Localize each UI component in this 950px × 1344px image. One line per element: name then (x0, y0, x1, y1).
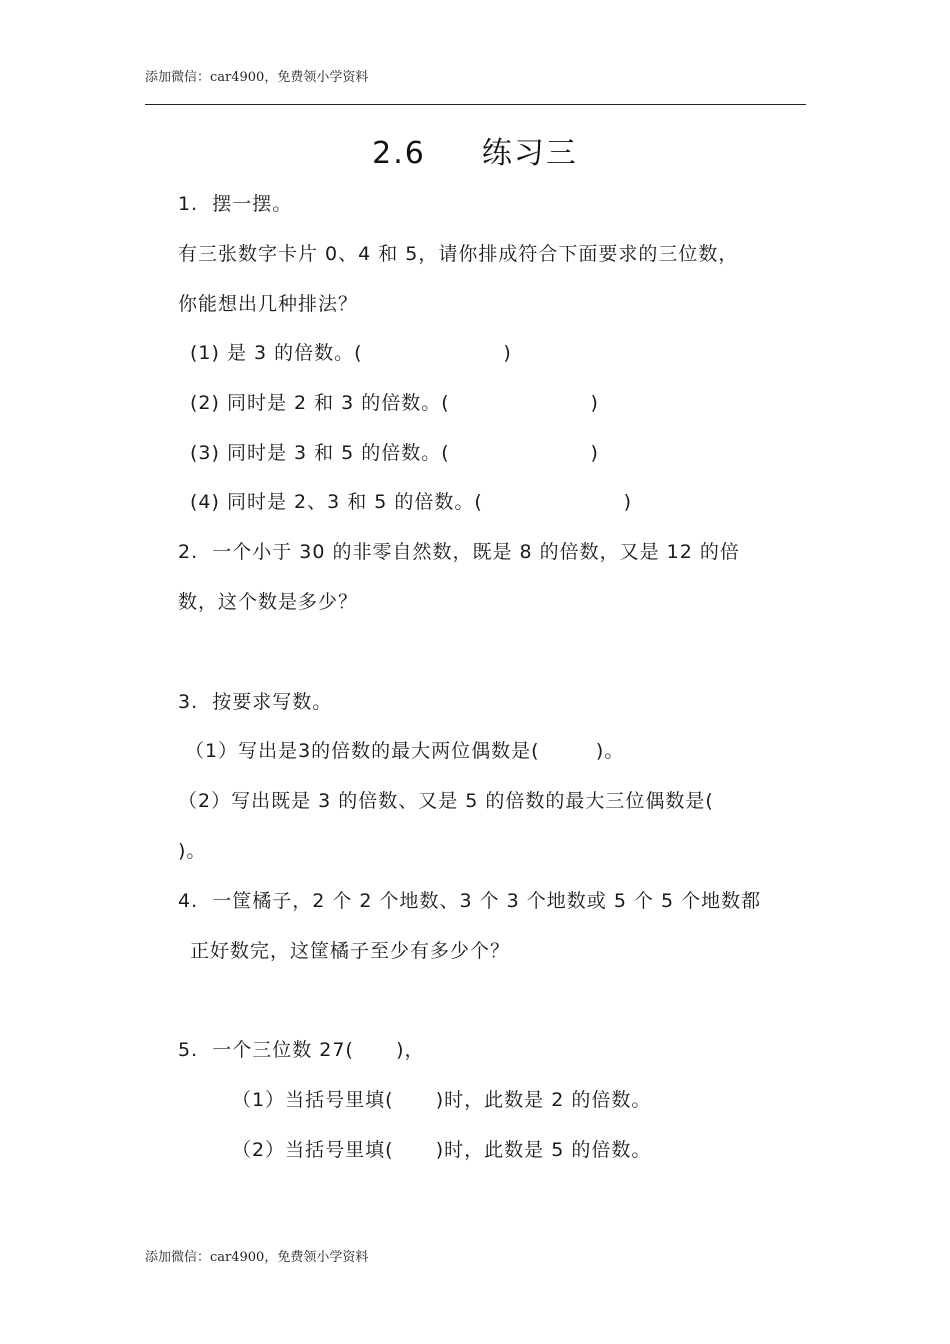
q1-heading: 1. 摆一摆。 (178, 193, 293, 215)
header-note: 添加微信：car4900，免费领小学资料 (145, 70, 369, 85)
q2-line1: 2. 一个小于 30 的非零自然数，既是 8 的倍数，又是 12 的倍 (178, 541, 740, 563)
q1-part-3: (3) 同时是 3 和 5 的倍数。( ) (190, 442, 599, 464)
q5-part1: （1）当括号里填( )时，此数是 2 的倍数。 (232, 1089, 652, 1111)
q2-line2: 数，这个数是多少？ (178, 591, 359, 613)
q1-stem-line1: 有三张数字卡片 0、4 和 5，请你排成符合下面要求的三位数， (178, 243, 739, 265)
q3-part2-line1: （2）写出既是 3 的倍数、又是 5 的倍数的最大三位偶数是( (178, 790, 714, 812)
page-title (0, 128, 950, 172)
header-divider (145, 104, 806, 105)
title-text: 练习三 (481, 136, 578, 171)
q1-part-4: (4) 同时是 2、3 和 5 的倍数。( ) (190, 491, 632, 513)
q3-heading: 3. 按要求写数。 (178, 691, 333, 713)
q1-stem-line2: 你能想出几种排法？ (178, 293, 359, 315)
q3-part1: （1）写出是3的倍数的最大两位偶数是( )。 (185, 740, 625, 762)
q4-line1: 4. 一筐橘子，2 个 2 个地数、3 个 3 个地数或 5 个 5 个地数都 (178, 890, 762, 912)
q1-part-1: (1) 是 3 的倍数。( ) (190, 342, 512, 364)
q5-part2: （2）当括号里填( )时，此数是 5 的倍数。 (232, 1139, 652, 1161)
q3-part2-line2: )。 (178, 840, 207, 862)
title-number: 2.6 (372, 136, 426, 171)
q4-line2: 正好数完，这筐橘子至少有多少个？ (190, 940, 511, 962)
q1-part-2: (2) 同时是 2 和 3 的倍数。( ) (190, 392, 599, 414)
q5-heading: 5. 一个三位数 27( )， (178, 1039, 425, 1061)
footer-note: 添加微信：car4900，免费领小学资料 (145, 1250, 369, 1265)
